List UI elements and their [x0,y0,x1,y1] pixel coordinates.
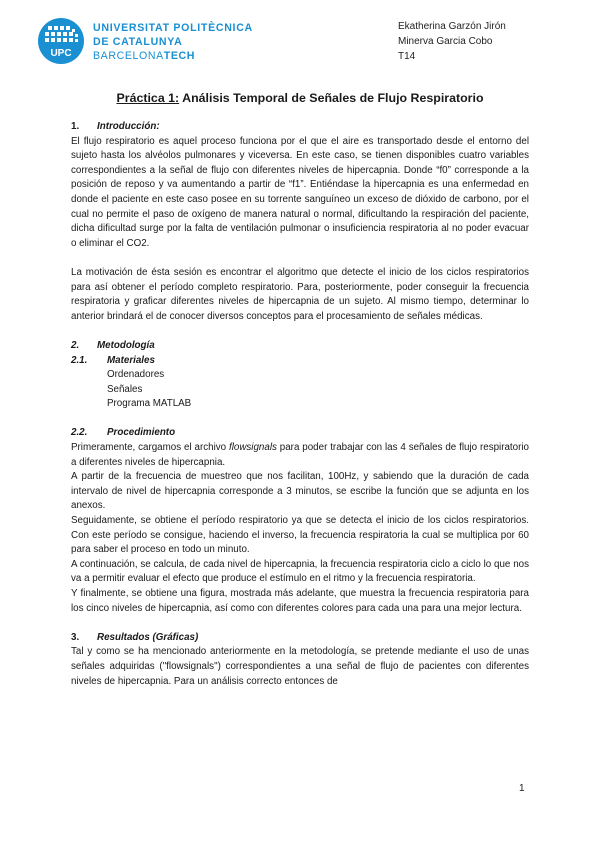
subsection-title: Procedimiento [107,427,176,439]
subsection-heading-procedure [71,426,529,441]
university-line: DE CATALUNYA [93,36,183,48]
subsection-number: 2.2. [71,427,88,439]
file-name: flowsignals [228,442,277,454]
section-heading-method [71,339,529,354]
section-title: Introducción: [97,121,160,132]
materials-item: Ordenadores [107,369,165,381]
paragraph: Seguidamente, se obtiene el período respiratorio ya que se detecta el inicio de los ciclos respiratorios. Con este período se consigue, haciendo el inverso, la frecuencia respiratoria la cual se multiplica por 60 para saber el proceso en todo un minuto. [71,515,529,556]
paragraph: A partir de la frecuencia de muestreo que nos facilitan, 100Hz, y sabiendo que la duración de cada intervalo de nivel de hipercapnia corresponde a 3 minutos, se escribe la función que se adjunta en los anexos. [71,471,529,512]
page-number: 1 [519,783,525,794]
section-title: Metodología [97,339,155,351]
paragraph: La motivación de ésta sesión es encontrar el algoritmo que detecte el inicio de los ciclos respiratorios para así obtener el período completo respiratorio. Para, posteriormente, poder conseguir la frecuencia respiratoria y graficar diferentes niveles de hipercapnia de un sujeto. Al mismo tiempo, determinar lo anterior brindará el de conocer diversos conceptos para el procesamiento de señales médicas. [71,266,529,322]
section-number: 3. [71,631,80,643]
author-name: Ekatherina Garzón Jirón [398,21,506,32]
title-text: Análisis Temporal de Señales de Flujo Respiratorio [179,91,484,105]
document-title [0,91,600,105]
paragraph: A continuación, se calcula, de cada nivel de hipercapnia, la frecuencia respiratoria ciclo a ciclo lo que nos va a permitir evaluar el efecto que produce el estímulo en el ritmo y la frecuencia respiratoria. [71,558,529,585]
author-name: Minerva Garcia Cobo [398,36,493,47]
title-label: Práctica 1: [116,91,180,105]
university-name [93,21,253,63]
text-run: para poder trabajar con las 4 señales de flujo respiratorio a diferentes niveles de hipercapnia. [71,442,529,468]
section-title: Resultados (Gráficas) [97,631,199,643]
group-code: T14 [398,51,416,62]
section-heading-results [71,631,529,646]
campus-name [93,49,253,63]
paragraph: Y finalmente, se obtiene una figura, mostrada más adelante, que muestra la frecuencia respiratoria para los cinco niveles de hipercapnia, así como con diferentes colores para cada una para una mejor lectura. [71,588,529,614]
document-body [71,120,529,689]
materials-item: Programa MATLAB [107,398,192,410]
paragraph [71,441,529,470]
logo-text: UPC [50,48,72,59]
paragraph: El flujo respiratorio es aquel proceso funciona por el que el aire es transportado desde el entorno del sujeto hasta los alvéolos pulmonares y viceversa. En este caso, se tienen disponibles cuatro variables correspondientes a la señal de flujo con diferentes niveles de hipercapnia. Donde “f0” corresponde a la posición de reposo y va aumentando a partir de “f1”. Entiéndase la hipercapnia es una enfermedad en donde el paciente en este caso posee en su torrente sanguíneo un exceso de dióxido de carbono, por el cual no permite el paso de oxígeno de manera natural o normal, dificultando la respiración del paciente, dicha dificultad surge por la falta de ventilación pulmonar o insuficiencia respiratoria al no poder evacuar o eliminar el CO2. [71,135,529,249]
campus-bold: TECH [163,50,195,62]
section-number: 1. [71,121,80,132]
materials-item: Señales [107,383,143,395]
subsection-heading-materials [71,354,529,369]
subsection-number: 2.1. [71,354,88,366]
text-run: Primeramente, cargamos el archivo [71,442,229,454]
campus-light: BARCELONA [93,50,164,62]
section-heading-intro [71,120,529,135]
university-line: UNIVERSITAT POLITÈCNICA [93,22,253,34]
subsection-title: Materiales [107,354,155,366]
upc-logo [38,18,84,64]
section-number: 2. [71,339,80,351]
paragraph: Tal y como se ha mencionado anteriormente en la metodología, se pretende mediante el uso de unas señales adquiridas ("flowsignals") correspondientes a una señal de flujo de pacientes con diferentes niveles de hipercapnia. Para un análisis correcto entonces de [71,646,529,687]
authors-block [398,19,506,64]
